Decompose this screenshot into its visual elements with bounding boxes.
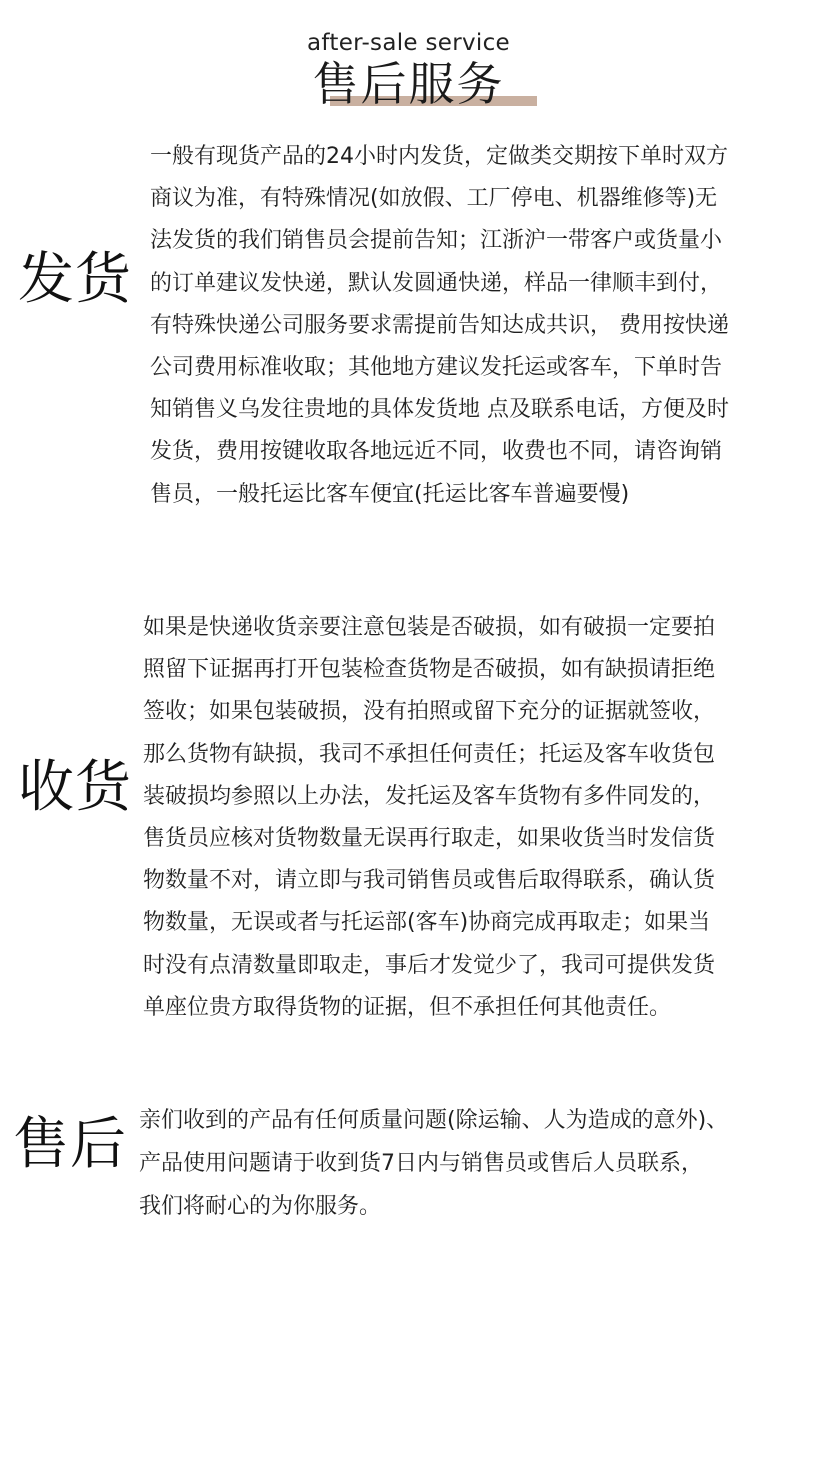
section-text-shipping: 一般有现货产品的24小时内发货，定做类交期按下单时双方 商议为准，有特殊情况(如放假、工厂停电、机器维修等)无 法发货的我们销售员会提前告知；江浙沪一带客户或货量小 的订单建议发快递，默认发圆通快递，样品一律顺丰到付， 有特殊快递公司服务要求需提前告知达成共识， 费用按快递 公司费用标准收取；其他地方建议发托运或客车，下单时告 知销售义乌发往贵地的具体发货地 点及联系电话，方便及时 发货，费用按键收取各地远近不同，收费也不同，请咨询销 售员，一般托运比客车便宜(托运比客车普遍要慢)	[150, 144, 729, 507]
section-label-shipping: 发货	[18, 247, 132, 312]
page-title-block	[0, 58, 817, 114]
section-label-aftersale: 售后	[13, 1112, 127, 1177]
section-text-aftersale: 亲们收到的产品有任何质量问题(除运输、人为造成的意外)、 产品使用问题请于收到货7日内与销售员或售后人员联系， 我们将耐心的为你服务。	[139, 1108, 729, 1219]
section-label-receiving: 收货	[18, 755, 132, 820]
page-title: 售后服务	[312, 57, 505, 111]
page-subtitle: after-sale service	[307, 30, 510, 56]
section-text-receiving: 如果是快递收货亲要注意包装是否破损，如有破损一定要拍 照留下证据再打开包装检查货物是否破损，如有缺损请拒绝 签收；如果包装破损，没有拍照或留下充分的证据就签收， 那么货物有缺损，我司不承担任何责任；托运及客车收货包 装破损均参照以上办法，发托运及客车货物有多件同发的， 售货员应核对货物数量无误再行取走，如果收货当时发信货 物数量不对，请立即与我司销售员或售后取得联系，确认货 物数量，无误或者与托运部(客车)协商完成再取走；如果当 时没有点清数量即取走，事后才发觉少了，我司可提供发货 单座位贵方取得货物的证据，但不承担任何其他责任。	[143, 615, 716, 1020]
